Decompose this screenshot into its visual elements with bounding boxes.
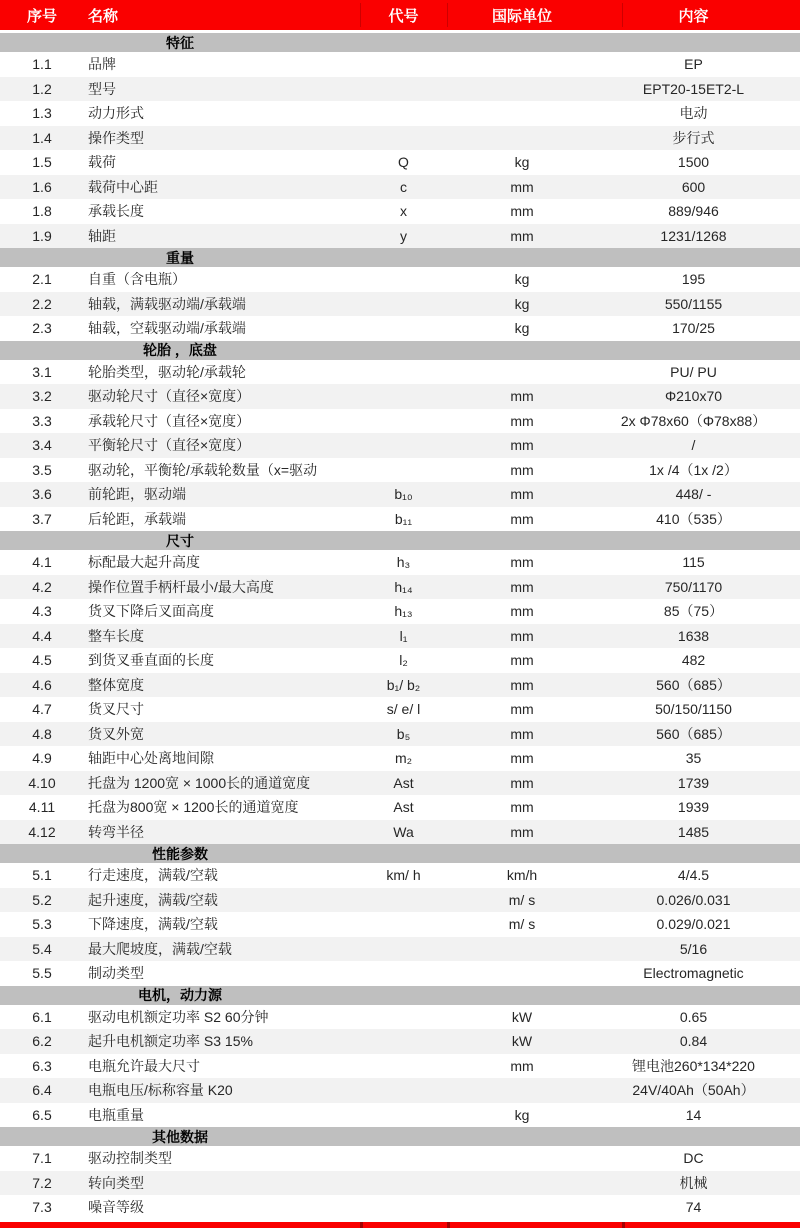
row-value: 步行式 — [672, 129, 715, 146]
row-value: PU/ PU — [670, 363, 717, 380]
row-value: 4/4.5 — [677, 867, 710, 884]
row-number: 6.2 — [32, 1033, 52, 1050]
row-unit: mm — [510, 750, 534, 767]
row-unit: mm — [510, 799, 534, 816]
table-section — [0, 341, 800, 532]
row-number: 4.3 — [32, 603, 52, 620]
row-unit: mm — [510, 437, 534, 454]
row-name: 到货叉垂直面的长度 — [88, 652, 214, 669]
row-name: 驱动轮，平衡轮/承载轮数量（x=驱动 — [88, 461, 318, 478]
row-number: 4.10 — [28, 774, 56, 791]
row-name: 品牌 — [88, 56, 116, 73]
row-number: 7.1 — [32, 1150, 52, 1167]
row-name: 操作类型 — [88, 129, 144, 146]
table-row — [0, 1078, 800, 1103]
row-unit: mm — [510, 627, 534, 644]
row-value: 550/1155 — [664, 295, 723, 312]
row-name: 最大爬坡度，满载/空载 — [88, 940, 232, 957]
row-name: 载荷 — [88, 154, 116, 171]
row-value: 448/ - — [675, 486, 712, 503]
row-number: 5.4 — [32, 940, 52, 957]
row-number: 4.6 — [32, 676, 52, 693]
row-name: 轴载，满载驱动端/承载端 — [88, 295, 246, 312]
section-title: 其他数据 — [152, 1128, 208, 1145]
row-unit: kg — [514, 320, 530, 337]
table-row — [0, 77, 800, 102]
row-code: h₁₃ — [394, 603, 413, 620]
row-value: 750/1170 — [664, 578, 723, 595]
row-number: 6.4 — [32, 1082, 52, 1099]
row-name: 货叉外宽 — [88, 725, 144, 742]
row-value: 5/16 — [679, 940, 708, 957]
row-code: Ast — [393, 774, 414, 791]
row-value: 74 — [685, 1199, 702, 1216]
row-code: h₁₄ — [394, 578, 413, 595]
table-row — [0, 937, 800, 962]
row-code: Wa — [393, 823, 414, 840]
row-code: s/ e/ l — [386, 701, 421, 718]
row-number: 3.6 — [32, 486, 52, 503]
row-unit: km/h — [506, 867, 538, 884]
row-unit: mm — [510, 774, 534, 791]
header-col-name: 名称 — [88, 7, 119, 25]
row-value: 115 — [682, 554, 705, 571]
row-value: 电动 — [679, 105, 708, 122]
row-value: 1500 — [677, 154, 710, 171]
row-value: 机械 — [679, 1174, 708, 1191]
table-row — [0, 746, 800, 771]
section-rows — [0, 1146, 800, 1220]
row-name: 行走速度，满载/空载 — [88, 867, 218, 884]
table-section — [0, 248, 800, 341]
row-value: 2x Φ78x60（Φ78x88） — [620, 412, 767, 429]
row-number: 1.3 — [32, 105, 52, 122]
row-unit: mm — [510, 486, 534, 503]
row-name: 托盘为 1200宽 × 1000长的通道宽度 — [88, 774, 311, 791]
row-name: 动力形式 — [88, 105, 144, 122]
header-col-unit: 国际单位 — [491, 7, 552, 25]
row-name: 操作位置手柄杆最小/最大高度 — [88, 578, 274, 595]
section-rows — [0, 267, 800, 341]
row-unit: kg — [514, 271, 530, 288]
header-col-value: 内容 — [678, 7, 709, 25]
row-number: 1.8 — [32, 203, 52, 220]
row-number: 7.3 — [32, 1199, 52, 1216]
row-number: 4.4 — [32, 627, 52, 644]
row-value: 0.029/0.021 — [656, 916, 731, 933]
row-name: 货叉尺寸 — [88, 701, 144, 718]
section-rows — [0, 863, 800, 986]
table-row — [0, 482, 800, 507]
row-number: 5.2 — [32, 891, 52, 908]
row-number: 4.12 — [28, 823, 56, 840]
row-name: 整车长度 — [88, 627, 144, 644]
row-value: 0.65 — [679, 1008, 708, 1025]
table-row — [0, 360, 800, 385]
row-name: 轴距 — [88, 227, 116, 244]
table-row — [0, 648, 800, 673]
row-value: 14 — [685, 1106, 702, 1123]
row-name: 轴载，空载驱动端/承载端 — [88, 320, 246, 337]
row-value: 560（685） — [656, 676, 731, 693]
row-name: 驱动电机额定功率 S2 60分钟 — [88, 1008, 269, 1025]
row-name: 制动类型 — [88, 965, 144, 982]
row-number: 3.2 — [32, 388, 52, 405]
row-name: 货叉下降后叉面高度 — [88, 603, 214, 620]
row-unit: mm — [510, 227, 534, 244]
row-value: 0.84 — [679, 1033, 708, 1050]
row-value: 1939 — [677, 799, 710, 816]
section-header — [0, 1127, 800, 1146]
table-row — [0, 267, 800, 292]
row-code: b₅ — [396, 725, 411, 742]
section-header — [0, 33, 800, 52]
table-section — [0, 531, 800, 844]
row-unit: mm — [510, 412, 534, 429]
section-title: 尺寸 — [166, 532, 194, 549]
table-section — [0, 986, 800, 1128]
row-number: 4.1 — [32, 554, 52, 571]
row-unit: mm — [510, 652, 534, 669]
row-number: 7.2 — [32, 1174, 52, 1191]
table-row — [0, 199, 800, 224]
row-value: 0.026/0.031 — [656, 891, 731, 908]
row-value: 170/25 — [672, 320, 715, 337]
row-number: 4.8 — [32, 725, 52, 742]
row-value: 410（535） — [656, 510, 731, 527]
section-title: 特征 — [166, 34, 194, 51]
row-value: 195 — [681, 271, 706, 288]
column-divider — [360, 1222, 363, 1228]
table-row — [0, 1005, 800, 1030]
table-header — [0, 0, 800, 30]
table-row — [0, 550, 800, 575]
row-name: 后轮距，承载端 — [88, 510, 186, 527]
row-name: 载荷中心距 — [88, 178, 158, 195]
row-value: DC — [683, 1150, 704, 1167]
table-row — [0, 409, 800, 434]
row-number: 2.2 — [32, 295, 52, 312]
row-unit: kW — [511, 1033, 533, 1050]
row-code: km/ h — [386, 867, 421, 884]
table-section — [0, 844, 800, 986]
row-value: 1231/1268 — [660, 227, 727, 244]
table-row — [0, 126, 800, 151]
row-number: 6.1 — [32, 1008, 52, 1025]
table-section — [0, 33, 800, 248]
section-rows — [0, 52, 800, 248]
row-number: 4.11 — [28, 799, 56, 816]
row-value: 889/946 — [668, 203, 719, 220]
row-code: l₂ — [399, 652, 408, 669]
table-row — [0, 912, 800, 937]
row-name: 下降速度，满载/空载 — [88, 916, 218, 933]
section-rows — [0, 360, 800, 532]
table-row — [0, 863, 800, 888]
row-value: EPT20-15ET2-L — [642, 80, 745, 97]
row-value: 50/150/1150 — [655, 701, 732, 718]
row-number: 1.2 — [32, 80, 52, 97]
table-section — [0, 1127, 800, 1220]
table-row — [0, 52, 800, 77]
row-number: 1.5 — [32, 154, 52, 171]
row-name: 驱动控制类型 — [88, 1150, 172, 1167]
row-number: 1.4 — [32, 129, 52, 146]
table-row — [0, 673, 800, 698]
section-title: 电机，动力源 — [138, 987, 222, 1003]
row-unit: mm — [510, 823, 534, 840]
row-code: h₃ — [396, 554, 411, 571]
row-code: Q — [398, 154, 409, 171]
row-unit: mm — [510, 676, 534, 693]
row-value: 482 — [681, 652, 706, 669]
row-value: Φ210x70 — [664, 388, 723, 405]
row-unit: kW — [511, 1008, 533, 1025]
table-row — [0, 771, 800, 796]
column-divider — [447, 1222, 450, 1228]
row-number: 5.1 — [32, 867, 52, 884]
section-header — [0, 986, 800, 1005]
table-row — [0, 1195, 800, 1220]
row-name: 整体宽度 — [88, 676, 144, 693]
row-number: 3.4 — [32, 437, 52, 454]
row-name: 起升电机额定功率 S3 15% — [88, 1033, 253, 1050]
row-code: b₁₁ — [394, 510, 413, 527]
row-name: 电瓶重量 — [88, 1106, 144, 1123]
row-unit: mm — [510, 178, 534, 195]
table-row — [0, 624, 800, 649]
row-unit: mm — [510, 603, 534, 620]
row-code: y — [400, 227, 407, 244]
row-number: 1.6 — [32, 178, 52, 195]
table-row — [0, 458, 800, 483]
table-row — [0, 1029, 800, 1054]
column-divider — [447, 3, 448, 27]
row-number: 4.2 — [32, 578, 52, 595]
row-number: 3.5 — [32, 461, 52, 478]
row-name: 噪音等级 — [88, 1199, 144, 1216]
table-row — [0, 599, 800, 624]
row-value: 锂电池260*134*220 — [632, 1057, 755, 1074]
row-name: 型号 — [88, 80, 116, 97]
row-code: x — [400, 203, 407, 220]
row-unit: m/ s — [508, 891, 536, 908]
row-number: 5.3 — [32, 916, 52, 933]
row-name: 标配最大起升高度 — [88, 554, 200, 571]
row-name: 起升速度，满载/空载 — [88, 891, 218, 908]
header-col-code: 代号 — [388, 7, 419, 25]
header-col-no: 序号 — [26, 7, 57, 25]
row-value: EP — [684, 56, 703, 73]
row-name: 转弯半径 — [88, 823, 144, 840]
row-value: 1638 — [677, 627, 710, 644]
column-divider — [622, 3, 623, 27]
section-title: 性能参数 — [152, 845, 208, 862]
table-row — [0, 961, 800, 986]
section-header — [0, 531, 800, 550]
table-row — [0, 697, 800, 722]
table-row — [0, 175, 800, 200]
row-unit: kg — [514, 1106, 530, 1123]
row-name: 转向类型 — [88, 1174, 144, 1191]
table-row — [0, 575, 800, 600]
row-code: Ast — [393, 799, 414, 816]
row-value: Electromagnetic — [643, 965, 744, 982]
column-divider — [622, 1222, 625, 1228]
row-name: 电瓶允许最大尺寸 — [88, 1057, 200, 1074]
row-number: 5.5 — [32, 965, 52, 982]
row-unit: kg — [514, 295, 530, 312]
table-row — [0, 507, 800, 532]
row-name: 承载轮尺寸（直径×宽度） — [88, 412, 251, 429]
section-title: 轮胎 ，底盘 — [143, 342, 217, 358]
row-name: 自重（含电瓶） — [88, 271, 186, 288]
table-row — [0, 722, 800, 747]
row-number: 6.3 — [32, 1057, 52, 1074]
row-unit: mm — [510, 203, 534, 220]
row-value: / — [691, 437, 696, 454]
table-row — [0, 433, 800, 458]
row-unit: mm — [510, 510, 534, 527]
row-name: 平衡轮尺寸（直径×宽度） — [88, 437, 251, 454]
table-row — [0, 795, 800, 820]
row-unit: mm — [510, 725, 534, 742]
row-number: 3.3 — [32, 412, 52, 429]
table-row — [0, 888, 800, 913]
section-header — [0, 248, 800, 267]
section-header — [0, 844, 800, 863]
row-number: 6.5 — [32, 1106, 52, 1123]
table-footer-bar — [0, 1222, 800, 1228]
section-rows — [0, 1005, 800, 1128]
table-row — [0, 224, 800, 249]
row-unit: mm — [510, 1057, 534, 1074]
row-name: 托盘为800宽 × 1200长的通道宽度 — [88, 799, 299, 816]
row-code: l₁ — [399, 627, 408, 644]
table-row — [0, 1054, 800, 1079]
row-unit: mm — [510, 578, 534, 595]
section-header — [0, 341, 800, 360]
row-value: 1739 — [677, 774, 710, 791]
row-unit: kg — [514, 154, 530, 171]
table-row — [0, 384, 800, 409]
row-value: 35 — [685, 750, 702, 767]
row-number: 1.9 — [32, 227, 52, 244]
row-name: 驱动轮尺寸（直径×宽度） — [88, 388, 251, 405]
row-unit: mm — [510, 388, 534, 405]
row-name: 承载长度 — [88, 203, 144, 220]
row-unit: m/ s — [508, 916, 536, 933]
table-row — [0, 316, 800, 341]
table-row — [0, 1171, 800, 1196]
row-unit: mm — [510, 461, 534, 478]
row-name: 轴距中心处离地间隙 — [88, 750, 214, 767]
section-rows — [0, 550, 800, 844]
table-row — [0, 101, 800, 126]
row-value: 24V/40Ah（50Ah） — [632, 1082, 755, 1099]
table-row — [0, 150, 800, 175]
row-code: b₁₀ — [394, 486, 413, 503]
row-unit: mm — [510, 701, 534, 718]
row-number: 3.7 — [32, 510, 52, 527]
row-number: 3.1 — [32, 363, 52, 380]
table-body — [0, 33, 800, 1220]
row-name: 电瓶电压/标称容量 K20 — [88, 1082, 233, 1099]
row-number: 2.1 — [32, 271, 52, 288]
column-divider — [360, 3, 361, 27]
row-name: 轮胎类型，驱动轮/承载轮 — [88, 363, 246, 380]
row-number: 1.1 — [32, 56, 52, 73]
table-row — [0, 1103, 800, 1128]
row-name: 前轮距，驱动端 — [88, 486, 186, 503]
row-code: c — [400, 178, 407, 195]
table-row — [0, 820, 800, 845]
row-value: 1485 — [677, 823, 710, 840]
row-number: 2.3 — [32, 320, 52, 337]
row-unit: mm — [510, 554, 534, 571]
table-row — [0, 292, 800, 317]
row-number: 4.9 — [32, 750, 52, 767]
row-value: 600 — [681, 178, 706, 195]
row-code: b₁/ b₂ — [386, 676, 421, 693]
row-value: 1x /4（1x /2） — [649, 461, 738, 478]
row-number: 4.5 — [32, 652, 52, 669]
row-number: 4.7 — [32, 701, 52, 718]
row-code: m₂ — [394, 750, 413, 767]
row-value: 85（75） — [663, 603, 724, 620]
table-row — [0, 1146, 800, 1171]
row-value: 560（685） — [656, 725, 731, 742]
section-title: 重量 — [166, 249, 194, 266]
